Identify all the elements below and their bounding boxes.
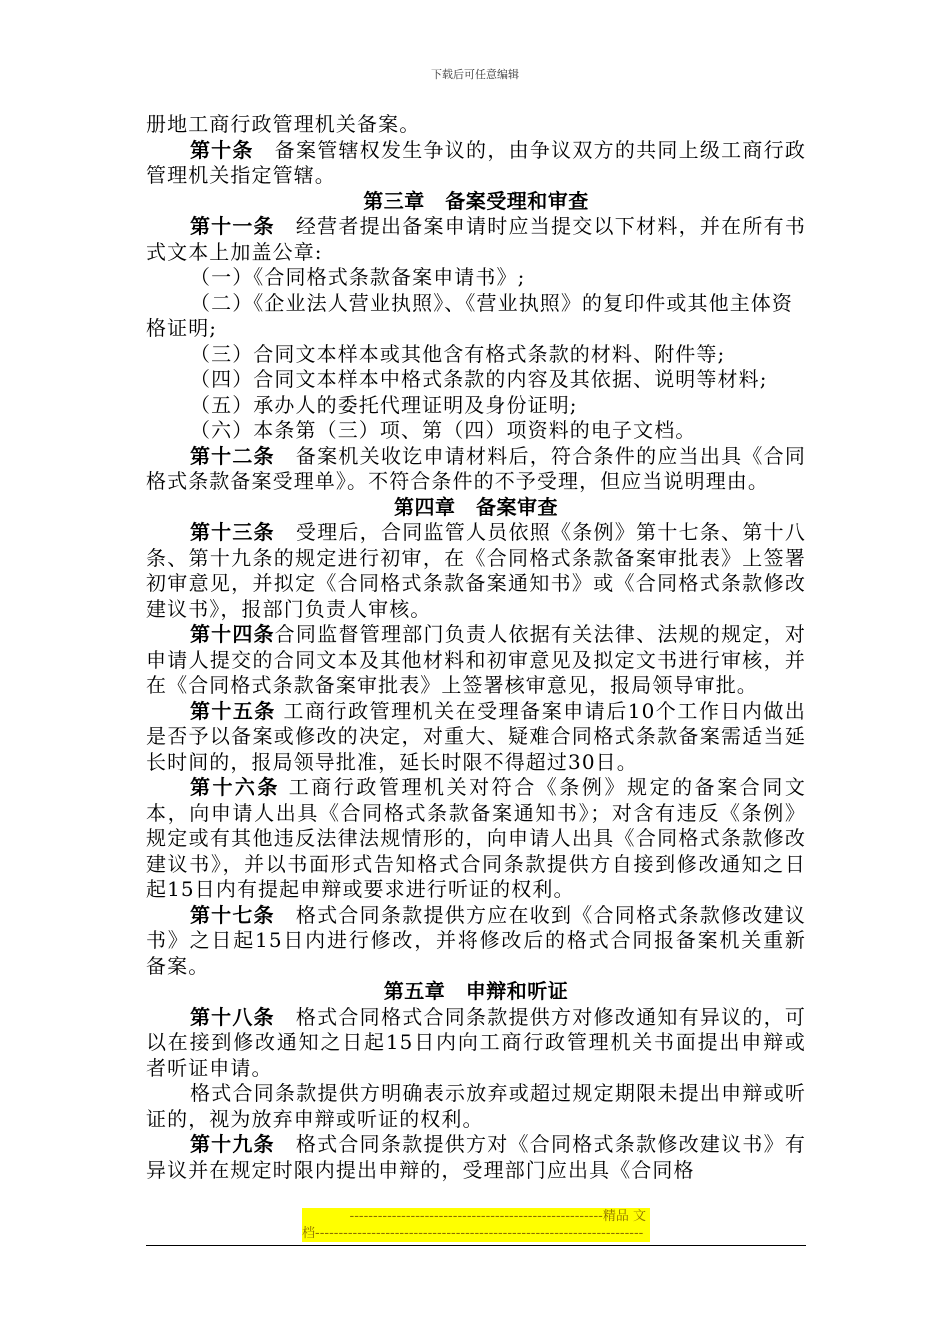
article-number: 第十条 (190, 137, 254, 162)
article-13 (146, 520, 806, 622)
article-number: 第十七条 (190, 902, 275, 927)
article-number: 第十八条 (190, 1004, 275, 1029)
chapter-3-heading: 第三章 备案受理和审查 (363, 188, 589, 213)
article-12 (146, 444, 806, 495)
article-10 (146, 138, 806, 189)
list-item: （四）合同文本样本中格式条款的内容及其依据、说明等材料; (190, 367, 768, 391)
article-number: 第十五条 (190, 698, 276, 723)
article-18 (146, 1005, 806, 1082)
article-number: 第十九条 (190, 1132, 275, 1156)
article-text: 格式合同条款提供方应在收到《合同格式条款修改建议书》之日起15日内进行修改，并将修改后的格式合同报备案机关重新备案。 (146, 902, 806, 978)
footer-watermark (302, 1208, 650, 1242)
article-text: 备案管辖权发生争议的，由争议双方的共同上级工商行政管理机关指定管辖。 (146, 137, 807, 187)
article-16 (146, 775, 806, 903)
article-text: 格式合同条款提供方对《合同格式条款修改建议书》有异议并在规定时限内提出申辩的，受理部门应出具《合同格 (146, 1132, 806, 1182)
paragraph-continuation: 册地工商行政管理机关备案。 (146, 112, 421, 136)
article-text: 受理后，合同监管人员依照《条例》第十七条、第十八条、第十九条的规定进行初审，在《合同格式条款备案审批表》上签署初审意见，并拟定《合同格式条款备案通知书》或《合同格式条款修改建议书》，报部门负责人审核。 (146, 520, 806, 621)
document-body (146, 112, 806, 1183)
article-15 (146, 699, 806, 776)
article-number: 第十三条 (190, 520, 275, 544)
paragraph: 格式合同条款提供方明确表示放弃或超过规定期限未提出申辩或听证的，视为放弃申辩或听证的权利。 (146, 1081, 806, 1131)
chapter-5-heading: 第五章 申辩和听证 (383, 979, 569, 1003)
list-item: （五）承办人的委托代理证明及身份证明; (190, 392, 578, 417)
article-text: 格式合同格式合同条款提供方对修改通知有异议的，可以在接到修改通知之日起15日内向工商行政管理机关书面提出申辩或者听证申请。 (146, 1004, 806, 1080)
article-text: 备案机关收讫申请材料后，符合条件的应当出具《合同格式条款备案受理单》。不符合条件的不予受理，但应当说明理由。 (146, 443, 806, 493)
article-text: 经营者提出备案申请时应当提交以下材料，并在所有书式文本上加盖公章: (146, 214, 806, 264)
article-number: 第十六条 (190, 775, 280, 799)
list-item: （三）合同文本样本或其他含有格式条款的材料、附件等; (190, 341, 726, 366)
article-17 (146, 903, 806, 980)
list-item: （一）《合同格式条款备案申请书》; (190, 265, 526, 289)
page-header-note: 下载后可任意编辑 (431, 68, 519, 81)
article-number: 第十四条 (190, 622, 275, 646)
article-14 (146, 622, 806, 699)
list-item: （二）《企业法人营业执照》、《营业执照》的复印件或其他主体资格证明; (146, 290, 793, 340)
footer-watermark-line: 档---------------------------------------------------------------------- (302, 1225, 650, 1242)
article-text: 工商行政管理机关对符合《条例》规定的备案合同文本，向申请人出具《合同格式条款备案通知书》；对含有违反《条例》规定或有其他违反法律法规情形的，向申请人出具《合同格式条款修改建议书》，并以书面形式告知格式合同条款提供方自接到修改通知之日起15日内有提起申辩或要求进行听证的权利。 (146, 775, 806, 901)
article-19 (146, 1132, 806, 1183)
footer-watermark-line: ------------------------------------------------------精品 文 (302, 1208, 650, 1225)
article-number: 第十二条 (190, 443, 275, 468)
footer-divider (146, 1245, 806, 1246)
article-11 (146, 214, 806, 265)
list-item: （六）本条第（三）项、第（四）项资料的电子文档。 (190, 418, 697, 442)
chapter-4-heading: 第四章 备案审查 (394, 494, 558, 519)
article-text: 工商行政管理机关在受理备案申请后10个工作日内做出是否予以备案或修改的决定，对重大、疑难合同格式条款备案需适当延长时间的，报局领导批准，延长时限不得超过30日。 (146, 698, 806, 774)
article-text: 合同监督管理部门负责人依据有关法律、法规的规定，对申请人提交的合同文本及其他材料和初审意见及拟定文书进行审核，并在《合同格式条款备案审批表》上签署核审意见，报局领导审批。 (146, 622, 807, 697)
article-number: 第十一条 (190, 214, 275, 238)
